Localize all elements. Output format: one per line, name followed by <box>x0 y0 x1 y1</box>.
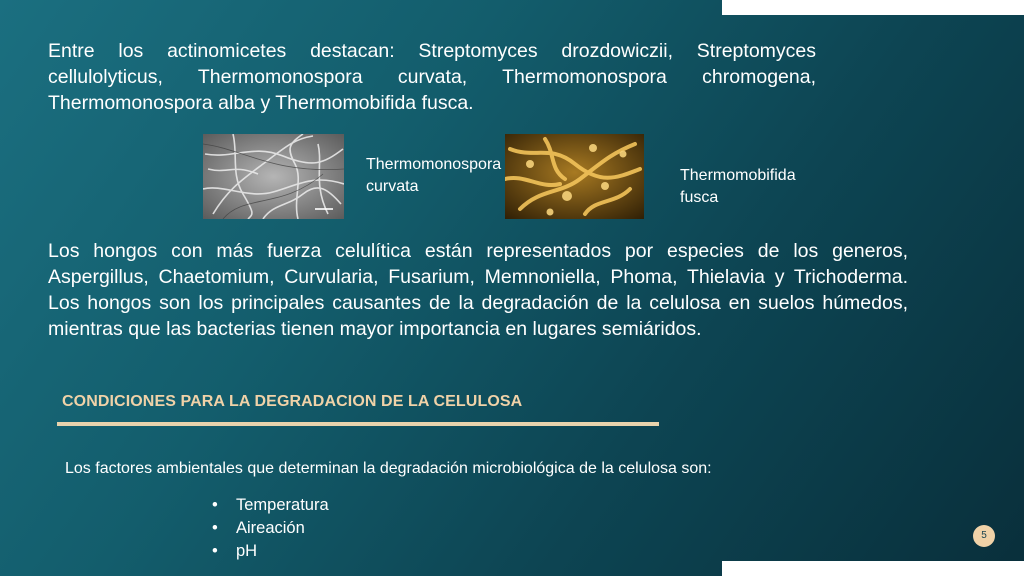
image-caption-thermomonospora: Thermomonospora curvata <box>366 156 502 195</box>
bottom-white-bar <box>722 561 1024 576</box>
list-item-label: Aireación <box>236 519 305 537</box>
page-number-badge: 5 <box>973 525 995 547</box>
factors-list <box>212 494 329 563</box>
top-white-bar <box>722 0 1024 15</box>
list-item <box>212 494 329 517</box>
factors-paragraph: Los factores ambientales que determinan la degradación microbiológica de la celulosa son: <box>65 460 712 477</box>
section-underline <box>57 422 659 426</box>
bullet-icon: • <box>212 519 218 537</box>
list-item-label: pH <box>236 542 258 560</box>
sem-micrograph-golden-icon <box>505 134 644 219</box>
fungi-paragraph: Los hongos con más fuerza celulítica están representados por especies de los generos, Aspergillus, Chaetomium, Curvularia, Fusarium, Memnoniella, Phoma, Thielavia y Trichoderma. Los hongos son los principales causantes de la degradación de la celulosa en suelos húmedos, mientras que las bacterias tienen mayor importancia en lugares semiáridos. <box>48 240 908 340</box>
list-item <box>212 540 329 563</box>
image-caption-thermomobifida: Thermomobifida fusca <box>680 167 796 206</box>
bullet-icon: • <box>212 542 218 560</box>
section-title: CONDICIONES PARA LA DEGRADACION DE LA CELULOSA <box>62 393 523 410</box>
thermomobifida-fusca-image <box>505 134 644 219</box>
actinomycetes-paragraph: Entre los actinomicetes destacan: Streptomyces drozdowiczii, Streptomyces cellulolyticus, Thermomonospora curvata, Thermomonospora chromogena, Thermomonospora alba y Thermomobifida fusca. <box>48 40 816 114</box>
list-item <box>212 517 329 540</box>
sem-micrograph-gray-icon <box>203 134 344 219</box>
bullet-icon: • <box>212 496 218 514</box>
thermomonospora-curvata-image <box>203 134 344 219</box>
list-item-label: Temperatura <box>236 496 329 514</box>
